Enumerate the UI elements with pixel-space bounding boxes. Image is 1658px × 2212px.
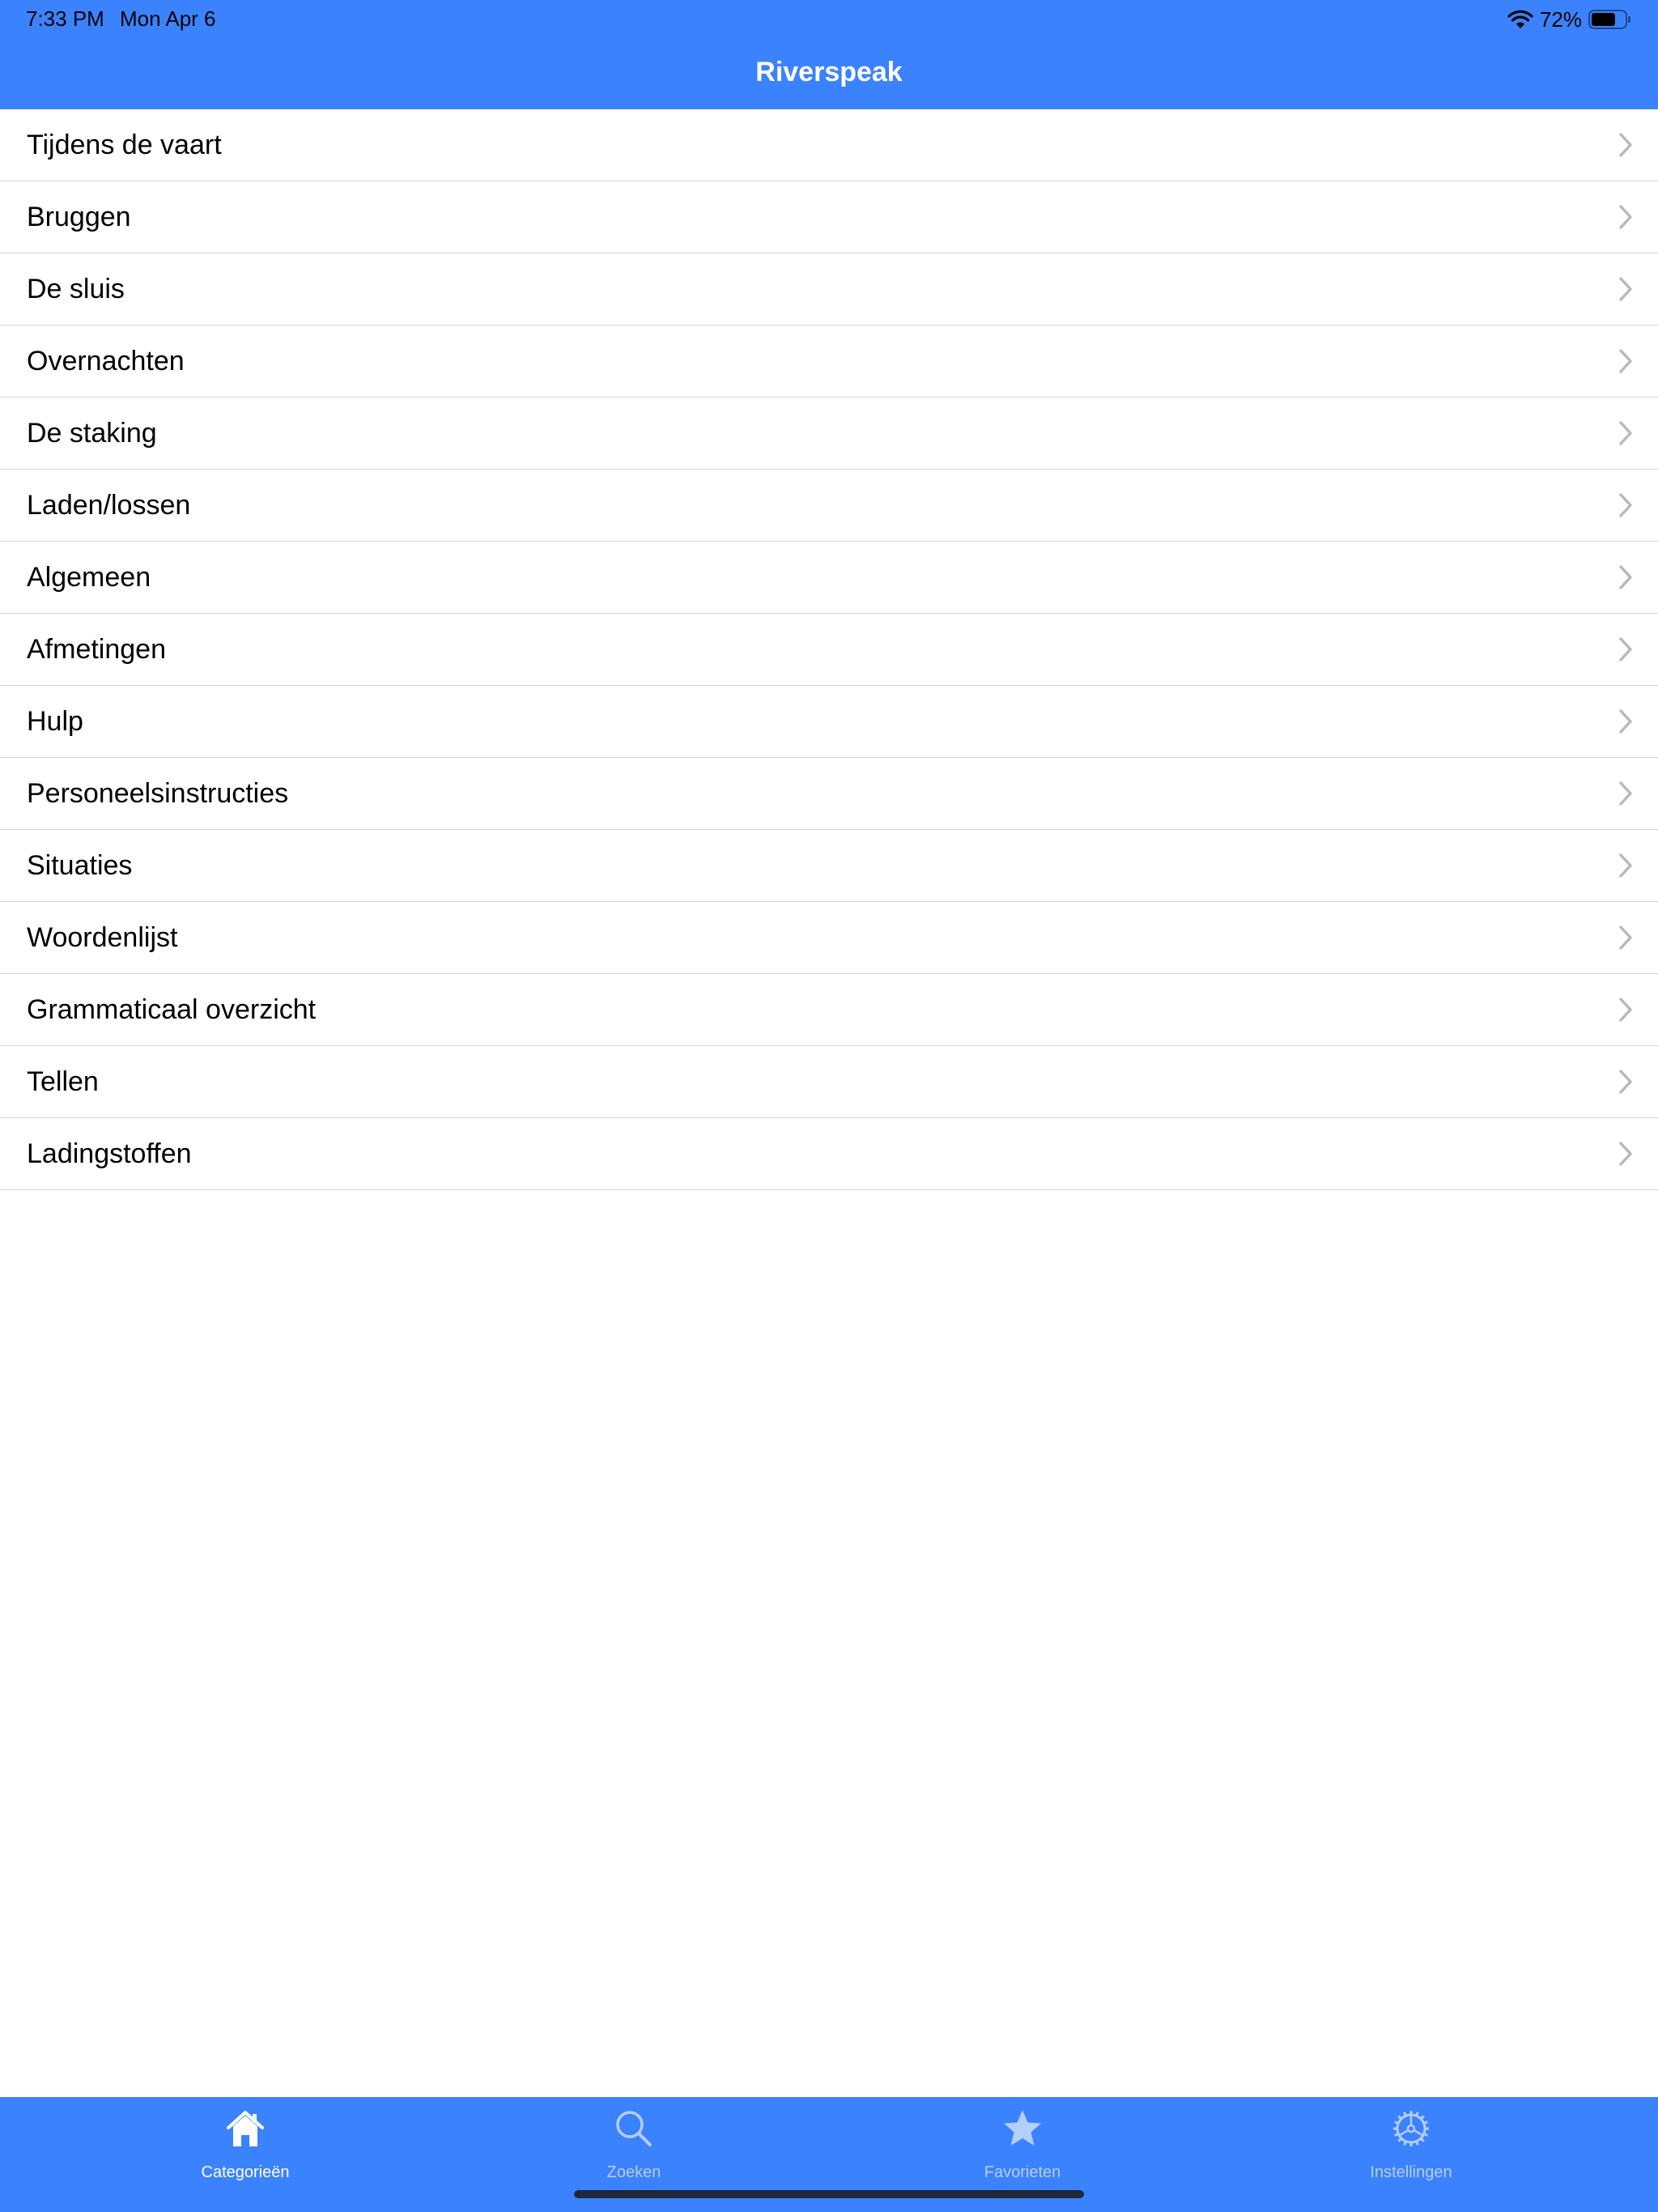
chevron-right-icon <box>1618 204 1634 230</box>
chevron-right-icon <box>1618 132 1634 158</box>
chevron-right-icon <box>1618 564 1634 590</box>
chevron-right-icon <box>1618 781 1634 806</box>
category-label: Personeelsinstructies <box>27 777 289 809</box>
navigation-header <box>0 0 1658 109</box>
category-label: Situaties <box>27 849 133 881</box>
status-bar <box>0 0 1658 39</box>
gear-icon <box>1391 2108 1431 2149</box>
tab-label: Instellingen <box>1370 2163 1452 2181</box>
tab-label: Favorieten <box>984 2163 1061 2181</box>
category-label: Afmetingen <box>27 633 166 665</box>
category-row[interactable] <box>0 253 1658 325</box>
chevron-right-icon <box>1618 420 1634 446</box>
battery-icon <box>1588 9 1632 30</box>
category-label: Woordenlijst <box>27 921 178 953</box>
category-row[interactable] <box>0 614 1658 686</box>
chevron-right-icon <box>1618 853 1634 878</box>
status-indicators <box>1507 6 1632 32</box>
tab-gear[interactable] <box>1290 2097 1533 2212</box>
chevron-right-icon <box>1618 1141 1634 1167</box>
category-label: De staking <box>27 417 157 449</box>
category-label: Bruggen <box>27 201 131 232</box>
category-row[interactable] <box>0 902 1658 974</box>
category-row[interactable] <box>0 398 1658 470</box>
category-label: Overnachten <box>27 345 185 376</box>
status-date: Mon Apr 6 <box>120 6 216 31</box>
category-row[interactable] <box>0 830 1658 902</box>
category-label: De sluis <box>27 273 125 304</box>
chevron-right-icon <box>1618 276 1634 302</box>
chevron-right-icon <box>1618 925 1634 951</box>
tab-home[interactable] <box>124 2097 367 2212</box>
chevron-right-icon <box>1618 636 1634 662</box>
wifi-icon <box>1507 9 1533 30</box>
search-icon <box>614 2108 654 2149</box>
battery-percent: 72% <box>1539 6 1582 32</box>
chevron-right-icon <box>1618 997 1634 1023</box>
chevron-right-icon <box>1618 492 1634 518</box>
chevron-right-icon <box>1618 708 1634 734</box>
category-row[interactable] <box>0 758 1658 830</box>
category-row[interactable] <box>0 325 1658 398</box>
chevron-right-icon <box>1618 1069 1634 1095</box>
category-list <box>0 109 1658 1190</box>
chevron-right-icon <box>1618 348 1634 374</box>
category-label: Hulp <box>27 705 83 737</box>
category-label: Tellen <box>27 1066 99 1097</box>
category-row[interactable] <box>0 974 1658 1046</box>
status-time: 7:33 PM <box>26 6 104 31</box>
category-row[interactable] <box>0 109 1658 181</box>
category-row[interactable] <box>0 1046 1658 1118</box>
tab-label: Zoeken <box>606 2163 661 2181</box>
category-row[interactable] <box>0 542 1658 614</box>
home-icon <box>225 2108 266 2149</box>
star-icon <box>1002 2108 1043 2149</box>
tab-label: Categorieën <box>201 2163 290 2181</box>
category-row[interactable] <box>0 1118 1658 1190</box>
page-title: Riverspeak <box>755 57 903 87</box>
category-row[interactable] <box>0 470 1658 542</box>
category-label: Ladingstoffen <box>27 1138 192 1169</box>
category-row[interactable] <box>0 181 1658 253</box>
category-row[interactable] <box>0 686 1658 758</box>
category-label: Tijdens de vaart <box>27 129 222 160</box>
category-label: Laden/lossen <box>27 489 191 521</box>
category-label: Grammaticaal overzicht <box>27 993 317 1025</box>
home-indicator <box>574 2190 1084 2198</box>
category-label: Algemeen <box>27 561 151 593</box>
battery-level-fill <box>1592 13 1615 26</box>
